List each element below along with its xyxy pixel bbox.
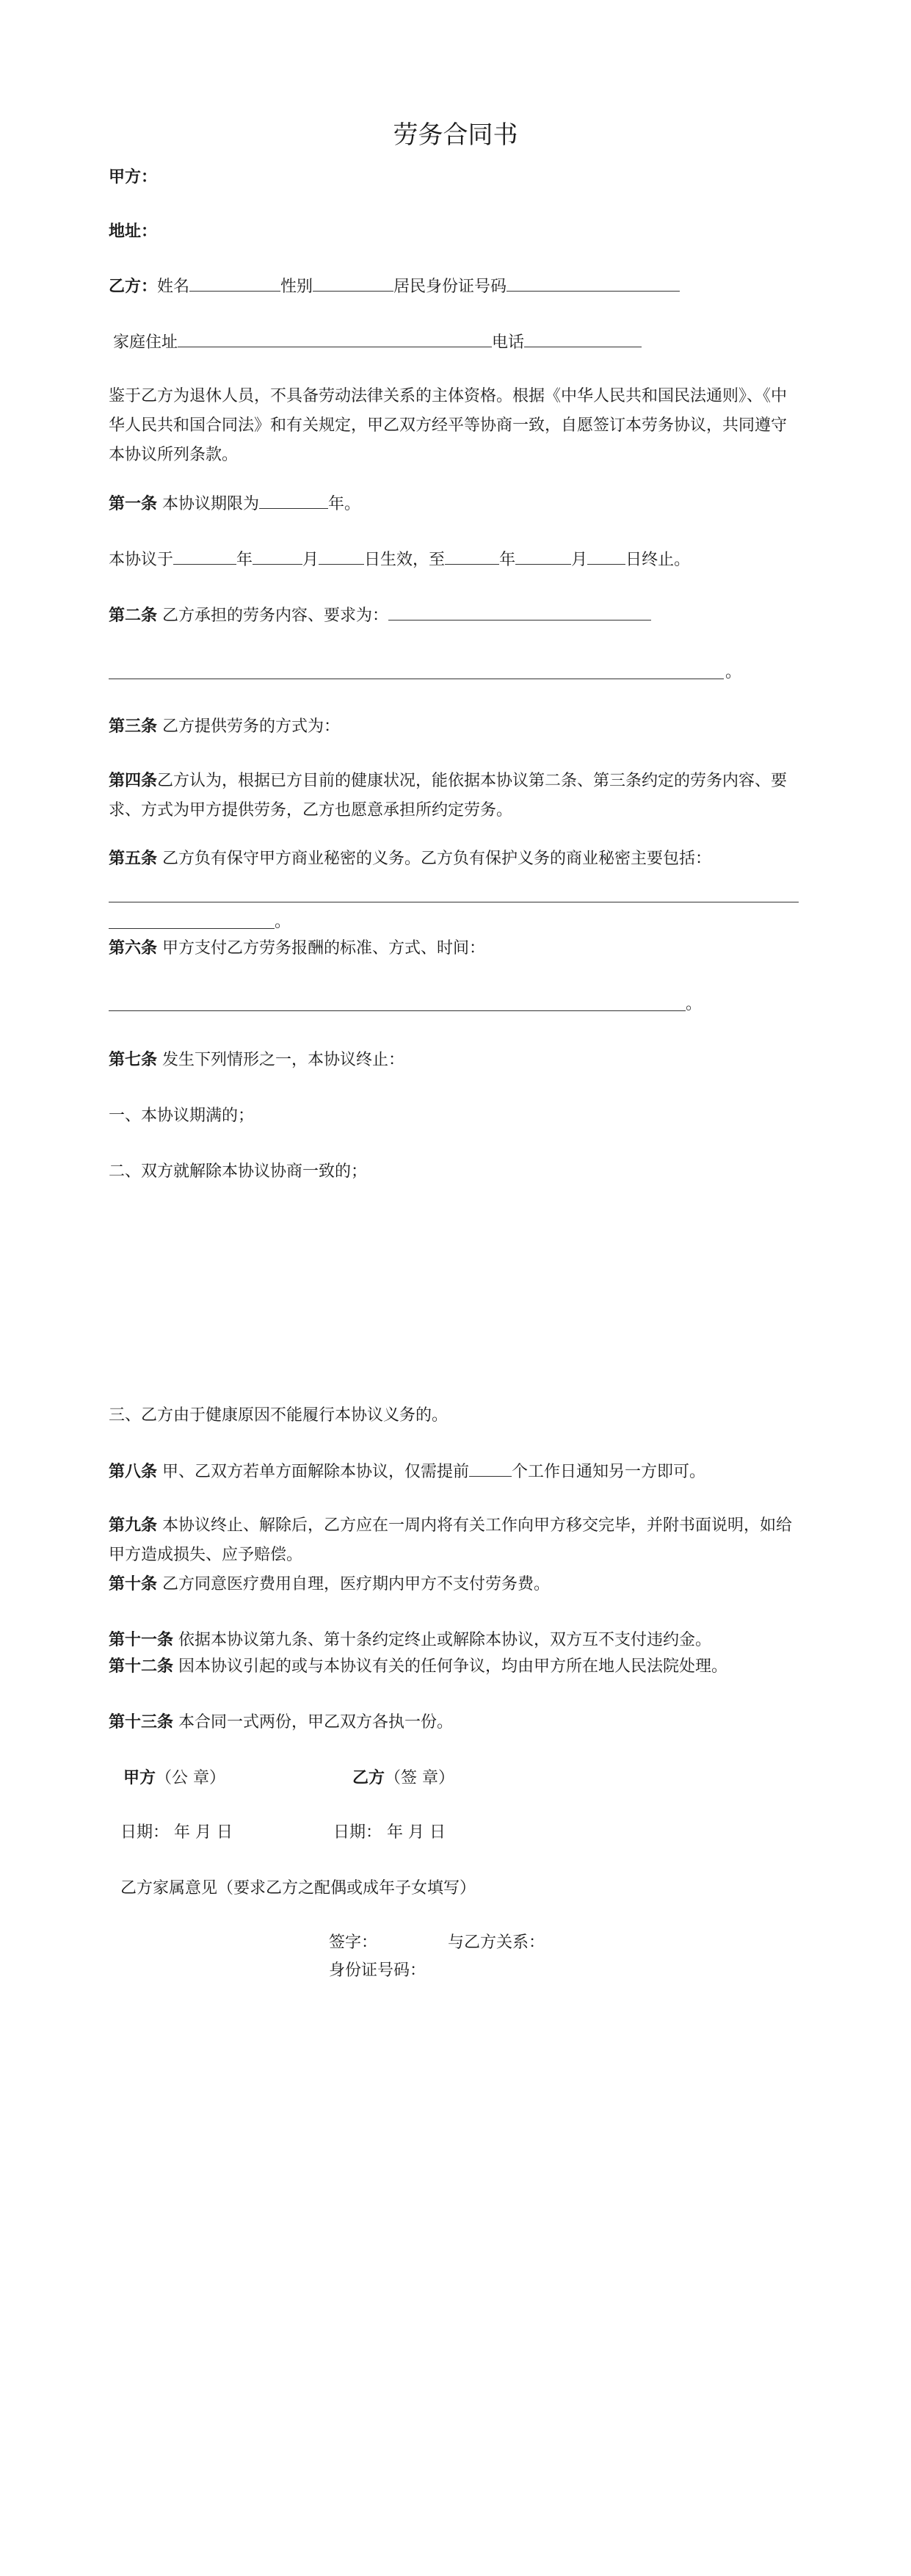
article-8-text-2: 个工作日通知另一方即可。 [512,1463,706,1481]
article-2-head: 第二条 [109,607,158,625]
party-b-seal-label: 乙方 [352,1769,385,1787]
article-10-text: 乙方同意医疗费用自理，医疗期内甲方不支付劳务费。 [162,1575,551,1593]
start-year-field[interactable] [173,545,236,565]
article-13-text: 本合同一式两份，甲乙双方各执一份。 [178,1713,454,1732]
article-5-fill-line-2[interactable] [109,928,275,929]
id-label: 居民身份证号码 [393,278,507,296]
article-7-item-3: 三、乙方由于健康原因不能履行本协议义务的。 [109,1406,449,1425]
article-7-item-2: 二、双方就解除本协议协商一致的； [109,1162,368,1181]
party-b-seal [352,1764,454,1793]
name-label: 姓名 [157,278,190,296]
article-8 [109,1457,806,1487]
article-1-text: 本协议期限为 [162,495,260,513]
family-relation-label: 与乙方关系： [448,1933,545,1952]
party-b-seal-sub: （签 章） [385,1769,455,1787]
article-2-field[interactable] [388,601,651,621]
term-line [109,545,806,575]
article-5-text: 乙方负有保守甲方商业秘密的义务。乙方负有保护义务的商业秘密主要包括： [162,850,712,868]
article-6-text: 甲方支付乙方劳务报酬的标准、方式、时间： [162,939,486,958]
article-6-period: 。 [686,995,703,1013]
party-b-label: 乙方： [109,278,158,296]
article-8-text-1: 甲、乙双方若单方面解除本协议，仅需提前 [162,1463,470,1481]
article-8-head: 第八条 [109,1463,158,1481]
document-title: 劳务合同书 [393,120,518,150]
name-field[interactable] [189,272,280,292]
article-3-text: 乙方提供劳务的方式为： [162,717,341,736]
term-month2-label: 月 [571,551,588,569]
party-b-line [109,272,806,302]
family-signature-label: 签字： [329,1933,378,1952]
address-label: 地址： [109,222,158,241]
article-4 [109,767,802,825]
article-13-head: 第十三条 [109,1713,174,1732]
term-years-field[interactable] [259,489,328,509]
home-field[interactable] [178,328,492,347]
article-2 [109,601,806,631]
article-12 [109,1652,806,1682]
article-5-period: 。 [275,913,291,931]
start-month-field[interactable] [253,545,302,565]
article-6 [109,934,806,963]
gender-label: 性别 [280,278,313,296]
article-7-text: 发生下列情形之一，本协议终止： [162,1051,405,1069]
article-2-period: 。 [725,663,742,681]
party-b-date: 日期： 年 月 日 [333,1823,446,1842]
article-11 [109,1626,806,1655]
article-10-head: 第十条 [109,1575,158,1593]
article-1-head: 第一条 [109,495,158,513]
article-10 [109,1570,806,1599]
phone-label: 电话 [492,333,525,352]
end-month-field[interactable] [515,545,571,565]
article-6-head: 第六条 [109,939,158,958]
article-5 [109,844,806,874]
article-9-text: 本协议终止、解除后，乙方应在一周内将有关工作向甲方移交完毕，并附书面说明，如给甲方造成损失、应予赔偿。 [109,1516,793,1564]
article-12-text: 因本协议引起的或与本协议有关的任何争议，均由甲方所在地人民法院处理。 [178,1657,728,1676]
preamble: 鉴于乙方为退休人员，不具备劳动法律关系的主体资格。根据《中华人民共和国民法通则》、《中华人民共和国合同法》和有关规定，甲乙双方经平等协商一致，自愿签订本劳务协议，共同遵守本协议所列条款。 [109,387,788,464]
article-12-head: 第十二条 [109,1657,174,1676]
phone-field[interactable] [524,328,642,347]
term-year2-label: 年 [499,551,516,569]
article-11-text: 依据本协议第九条、第十条约定终止或解除本协议，双方互不支付违约金。 [178,1631,712,1649]
term-month-label: 月 [302,551,319,569]
notice-days-field[interactable] [469,1457,512,1477]
article-1 [109,489,806,519]
party-a-seal [123,1764,225,1793]
family-id-label: 身份证号码： [329,1961,427,1980]
home-line [113,328,810,358]
article-6-fill-line[interactable] [109,1010,686,1011]
term-end: 日终止。 [625,551,691,569]
end-day-field[interactable] [587,545,625,565]
article-7-head: 第七条 [109,1051,158,1069]
article-3-head: 第三条 [109,717,158,736]
article-7 [109,1046,806,1075]
article-9 [109,1511,802,1570]
article-2-text: 乙方承担的劳务内容、要求为： [162,607,389,625]
article-4-text: 乙方认为，根据已方目前的健康状况，能依据本协议第二条、第三条约定的劳务内容、要求、方式为甲方提供劳务，乙方也愿意承担所约定劳务。 [109,772,788,820]
end-year-field[interactable] [445,545,499,565]
home-label: 家庭住址 [113,333,178,352]
start-day-field[interactable] [319,545,364,565]
gender-field[interactable] [313,272,393,292]
id-field[interactable] [507,272,680,292]
article-7-item-1: 一、本协议期满的； [109,1107,255,1125]
family-opinion: 乙方家属意见（要求乙方之配偶或成年子女填写） [120,1879,476,1897]
article-4-head: 第四条 [109,772,158,790]
party-a-label: 甲方： [109,168,158,187]
term-year-label: 年 [236,551,253,569]
article-1-unit: 年。 [328,495,361,513]
article-9-head: 第九条 [109,1516,158,1535]
article-13 [109,1708,806,1737]
term-intro: 本协议于 [109,551,174,569]
party-a-date: 日期： 年 月 日 [120,1823,233,1842]
party-a-seal-label: 甲方 [123,1769,156,1787]
article-5-head: 第五条 [109,850,158,868]
article-3 [109,712,806,742]
term-effective: 日生效，至 [364,551,446,569]
article-11-head: 第十一条 [109,1631,174,1649]
party-a-seal-sub: （公 章） [156,1769,226,1787]
